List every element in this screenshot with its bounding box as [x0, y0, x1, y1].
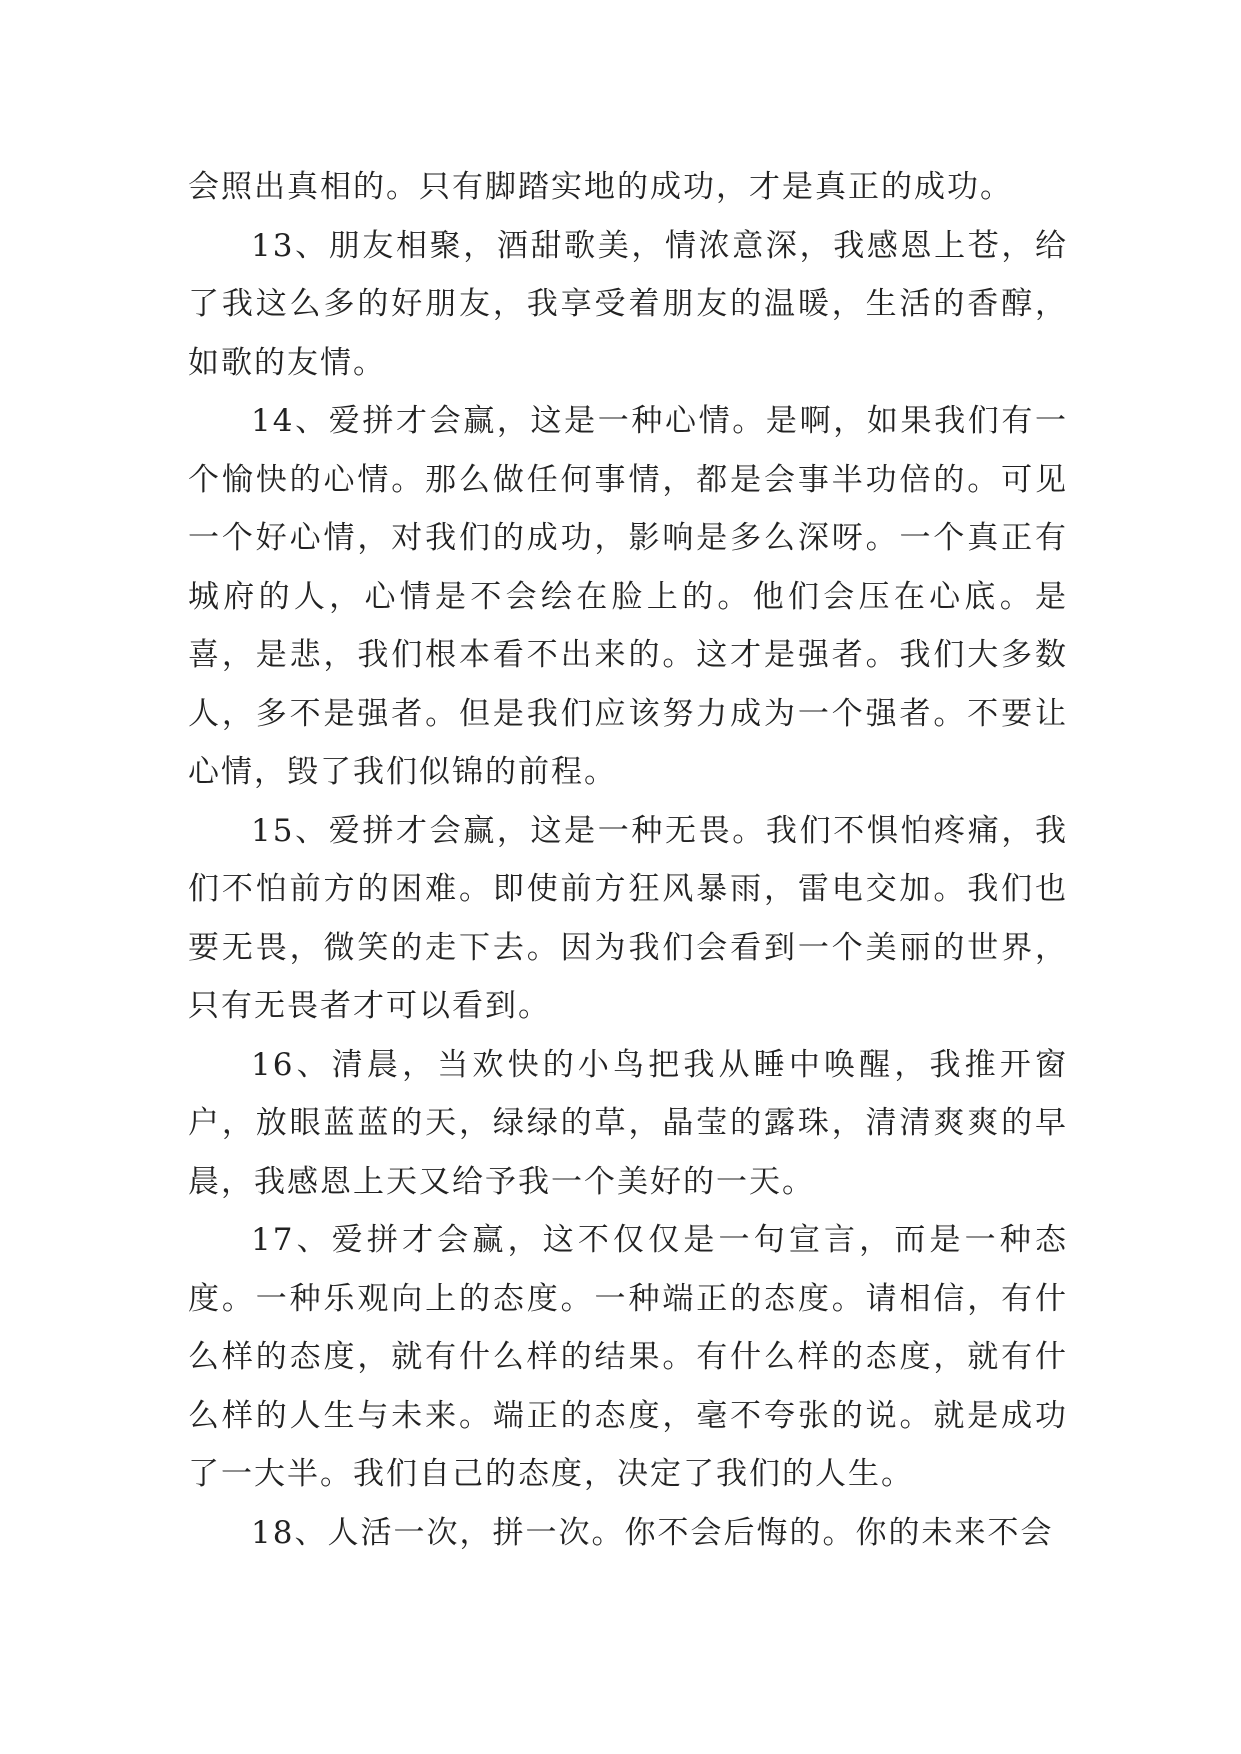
- document-body: [188, 158, 1068, 1562]
- paragraph-16: 16、清晨，当欢快的小鸟把我从睡中唤醒，我推开窗户，放眼蓝蓝的天，绿绿的草，晶莹的露珠，清清爽爽的早晨，我感恩上天又给予我一个美好的一天。: [188, 1046, 1068, 1200]
- paragraph-15: 15、爱拼才会赢，这是一种无畏。我们不惧怕疼痛，我们不怕前方的困难。即使前方狂风暴雨，雷电交加。我们也要无畏，微笑的走下去。因为我们会看到一个美丽的世界，只有无畏者才可以看到。: [188, 812, 1068, 1024]
- paragraph-18: 18、人活一次，拼一次。你不会后悔的。你的未来不会: [251, 1514, 1054, 1551]
- paragraph-continuation: 会照出真相的。只有脚踏实地的成功，才是真正的成功。: [188, 169, 1013, 205]
- paragraph-13: 13、朋友相聚，酒甜歌美，情浓意深，我感恩上苍，给了我这么多的好朋友，我享受着朋友的温暖，生活的香醇，如歌的友情。: [188, 227, 1068, 381]
- paragraph-14: 14、爱拼才会赢，这是一种心情。是啊，如果我们有一个愉快的心情。那么做任何事情，都是会事半功倍的。可见一个好心情，对我们的成功，影响是多么深呀。一个真正有城府的人，心情是不会绘在脸上的。他们会压在心底。是喜，是悲，我们根本看不出来的。这才是强者。我们大多数人，多不是强者。但是我们应该努力成为一个强者。不要让心情，毁了我们似锦的前程。: [188, 403, 1068, 790]
- paragraph-17: 17、爱拼才会赢，这不仅仅是一句宣言，而是一种态度。一种乐观向上的态度。一种端正的态度。请相信，有什么样的态度，就有什么样的结果。有什么样的态度，就有什么样的人生与未来。端正的态度，毫不夸张的说。就是成功了一大半。我们自己的态度，决定了我们的人生。: [188, 1222, 1068, 1492]
